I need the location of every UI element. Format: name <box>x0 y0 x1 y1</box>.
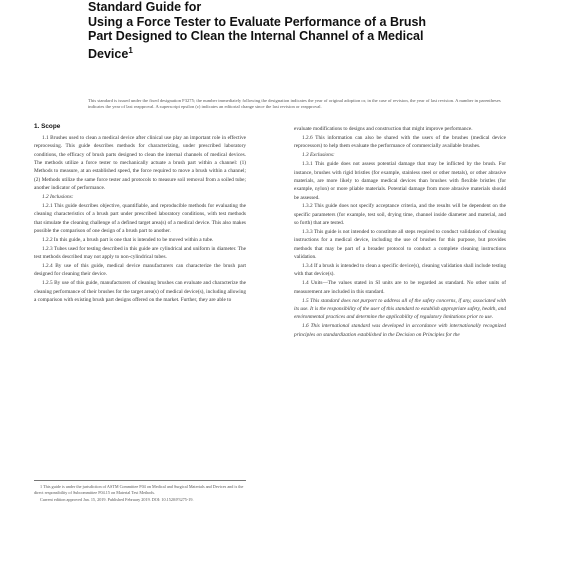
left-column <box>34 122 246 305</box>
title-line-2: Using a Force Tester to Evaluate Performance of a Brush <box>88 14 427 29</box>
paragraph-1-3-4: 1.3.4 If a brush is intended to clean a specific device(s), cleaning validation shall include testing with that device(s). <box>294 263 506 278</box>
paragraph-1-4: 1.4 Units—The values stated in SI units are to be regarded as standard. No other units of measurement are included in this standard. <box>294 280 506 295</box>
title-line-4 <box>88 44 528 62</box>
paragraph-1-3-3: 1.3.3 This guide is not intended to constitute all steps required to conduct validation of cleaning instructions for a medical device, including the use of brushes for this purpose, but provides methods that may be part of a broader protocol to conduct a complete cleaning instructions validation. <box>294 229 506 261</box>
title-line-4-text: Device <box>88 46 129 61</box>
title-footnote-mark: 1 <box>128 45 133 55</box>
paragraph-1-2-3: 1.2.3 Tubes used for testing described in this guide are cylindrical and uniform in diameter. The test methods described may not apply to non-cylindrical tubes. <box>34 245 246 261</box>
section-heading-scope: 1. Scope <box>34 123 61 130</box>
paragraph-1-1: 1.1 Brushes used to clean a medical device after clinical use play an important role in effective reprocessing. This guide describes methods for characterizing, under prescribed laboratory conditions, the efficacy of brush parts designed to clean the internal channels of medical devices. The methods utilize a force tester to mechanically actuate a brush part within a channel: (1) Methods to measure, at an established speed, the force required to move a brush within a channel; (2) Methods utilize the same force tester and protocols to measure soil removal from a soiled tube; another indicator of performance. <box>34 135 246 192</box>
paragraph-1-2: 1.2 Inclusions: <box>42 194 74 200</box>
footnote-2: Current edition approved Jan. 15, 2019. Published February 2019. DOI: 10.1520/F3275-19. <box>40 497 194 503</box>
title-line-1: Standard Guide for <box>88 0 202 14</box>
paragraph-1-2-2: 1.2.2 In this guide, a brush part is one that is intended to be moved within a tube. <box>42 236 214 243</box>
footnote-1: 1 This guide is under the jurisdiction of ASTM Committee F04 on Medical and Surgical Materials and Devices and is the direct responsibility of Subcommittee F04.15 on Material Test Methods. <box>34 484 244 496</box>
paragraph-1-2-1: 1.2.1 This guide describes objective, quantifiable, and reproducible methods for evaluating the cleaning characteristics of a brush part under prescribed laboratory conditions, with test methods that simulate the cleaning challenge of a defined target area(s) of a medical device. This also makes possible the comparison of one design of a brush part to another. <box>34 202 246 234</box>
footnotes <box>34 480 246 505</box>
paragraph-1-3: 1.3 Exclusions: <box>302 152 335 159</box>
paragraph-1-2-6: 1.2.6 This information can also be shared with the users of the brushes (medical device reprocessors) to help them evaluate the performance of commercially available brushes. <box>294 134 506 150</box>
title-line-3: Part Designed to Clean the Internal Channel of a Medical <box>88 29 424 43</box>
paragraph-1-6: 1.6 This international standard was developed in accordance with internationally recognized principles on standardization established in the Decision on Principles for the <box>294 323 506 338</box>
document-title <box>88 0 528 61</box>
paragraph-1-3-2: 1.3.2 This guide does not specify acceptance criteria, and the results will be dependent on the specific parameters (for example, test soil, drying time, channel inside diameter and material, and so forth) that are tested. <box>294 203 506 227</box>
paragraph-1-2-5: 1.2.5 By use of this guide, manufacturers of cleaning brushes can evaluate and characterize the cleaning performance of their brushes for the target area(s) of medical device(s), including allowing a comparison with existing brush part designs offered on the market. Further, they are able to <box>34 280 246 304</box>
right-column <box>294 125 506 340</box>
paragraph-1-3-1: 1.3.1 This guide does not assess potential damage that may be inflicted by the brush. For instance, brushes with rigid bristles (for example, stainless steel or other metals), or other abrasive materials, are more likely to damage medical devices than brushes with flexible bristles (for example, nylon) or more pliable materials. Potential damage from more abrasive materials should be assessed. <box>294 161 506 201</box>
paragraph-1-2-4: 1.2.4 By use of this guide, medical device manufacturers can characterize the brush part designed for cleaning their device. <box>34 263 246 278</box>
paragraph-continuation: evaluate modifications to designs and construction that might improve performance. <box>294 126 473 132</box>
issuance-note: This standard is issued under the fixed designation F3275; the number immediately following the designation indicates the year of original adoption or, in the case of revision, the year of last revision. A number in parentheses indicates the year of last reapproval. A superscript epsilon (ε) indicates an editorial change since the last revision or reapproval. <box>88 98 501 109</box>
paragraph-1-5: 1.5 This standard does not purport to address all of the safety concerns, if any, associated with its use. It is the responsibility of the user of this standard to establish appropriate safety, health, and environmental practices and determine the applicability of regulatory limitations prior to use. <box>294 297 506 321</box>
